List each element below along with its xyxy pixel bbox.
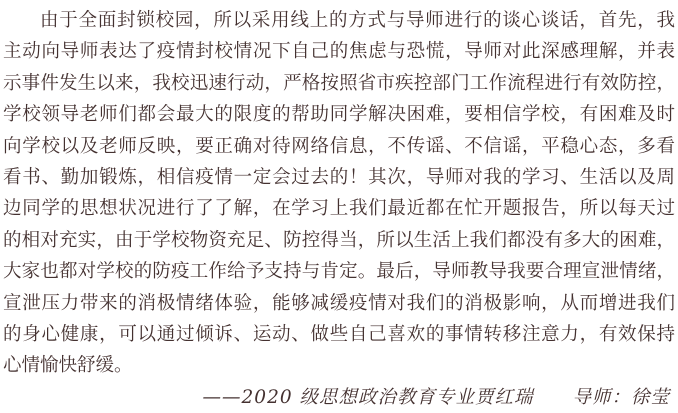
paragraph-line: 向学校以及老师反映，要正确对待网络信息，不传谣、不信谣，平稳心态，多看 [3,135,675,157]
paragraph-line: 心情愉快舒缓。 [3,355,133,377]
paragraph-line: 由于全面封锁校园，所以采用线上的方式与导师进行的谈心谈话，首先，我 [40,10,675,31]
signature-line: ——2020 级思想政治教育专业贾红瑞 导师：徐莹 [202,386,670,408]
paragraph-line: 大家也都对学校的防疫工作给予支持与肯定。最后，导师教导我要合理宣泄情绪， [3,261,675,283]
paragraph-line: 主动向导师表达了疫情封校情况下自己的焦虑与恐慌，导师对此深感理解，并表 [3,41,675,63]
paragraph-line: 的相对充实，由于学校物资充足、防控得当，所以生活上我们都没有多大的困难， [3,229,675,251]
paragraph-line: 边同学的思想状况进行了了解，在学习上我们最近都在忙开题报告，所以每天过 [3,198,675,220]
paragraph-line: 的身心健康，可以通过倾诉、运动、做些自己喜欢的事情转移注意力，有效保持 [3,323,675,345]
testimonial-paragraph [3,5,675,382]
paragraph-line: 示事件发生以来，我校迅速行动，严格按照省市疾控部门工作流程进行有效防控， [3,72,675,94]
paragraph-line: 看书、勤加锻炼，相信疫情一定会过去的！其次，导师对我的学习、生活以及周 [3,166,675,188]
paragraph-line: 学校领导老师们都会最大的限度的帮助同学解决困难，要相信学校，有困难及时 [3,104,675,126]
paragraph-line: 宣泄压力带来的消极情绪体验，能够减缓疫情对我们的消极影响，从而增进我们 [3,292,675,314]
